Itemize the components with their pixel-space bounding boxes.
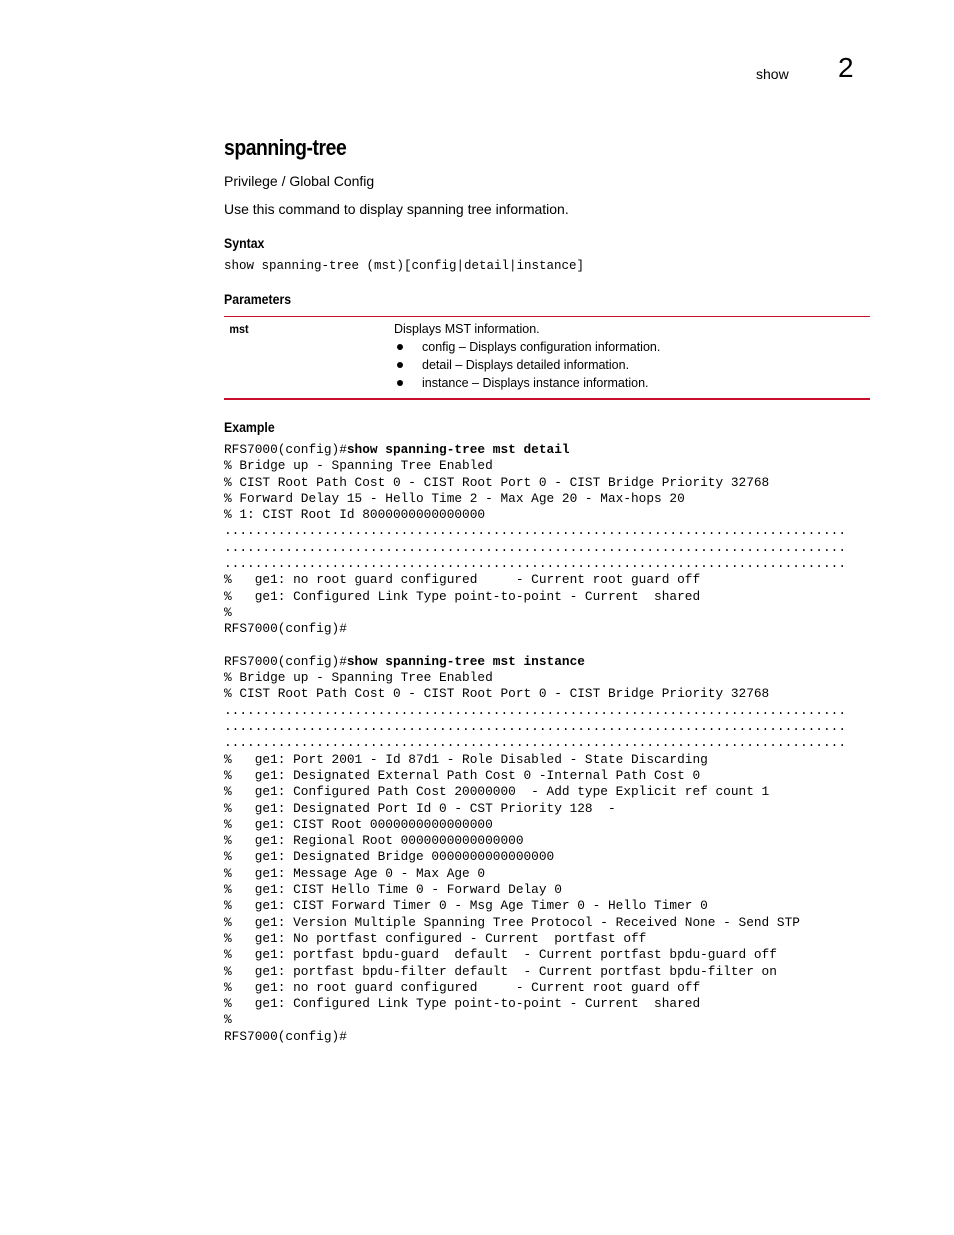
- code-output-line: % ge1: Version Multiple Spanning Tree Protocol - Received None - Send STP: [224, 914, 800, 930]
- code-output-line: RFS7000(config)#: [224, 621, 347, 637]
- parameter-description-text: Displays MST information.: [394, 322, 540, 336]
- code-gap: [224, 638, 870, 654]
- code-command-line: [224, 442, 870, 458]
- code-output-line: .................................................................................: [224, 735, 847, 751]
- code-output-line: %: [224, 1012, 232, 1028]
- parameter-option: detail – Displays detailed information.: [394, 356, 660, 374]
- code-output-line: .................................................................................: [224, 556, 847, 572]
- syntax-heading: Syntax: [224, 235, 265, 251]
- code-prompt: RFS7000(config)#: [224, 653, 347, 669]
- code-prompt: RFS7000(config)#: [224, 442, 347, 457]
- code-output-line: % ge1: CIST Forward Timer 0 - Msg Age Timer 0 - Hello Timer 0: [224, 898, 708, 914]
- code-output-line: % ge1: CIST Root 0000000000000000: [224, 816, 493, 832]
- example-code-block: [224, 442, 870, 1045]
- code-output-line: % 1: CIST Root Id 8000000000000000: [224, 507, 486, 523]
- code-output-line: RFS7000(config)#: [224, 1028, 347, 1044]
- code-output-line: % Forward Delay 15 - Hello Time 2 - Max Age 20 - Max-hops 20: [224, 490, 685, 506]
- parameter-description: [394, 320, 660, 392]
- code-output-line: % ge1: Configured Path Cost 20000000 - Add type Explicit ref count 1: [224, 784, 770, 800]
- code-output-line: % ge1: Designated Port Id 0 - CST Priority 128 -: [224, 800, 616, 816]
- code-output-line: % ge1: Configured Link Type point-to-point - Current shared: [224, 996, 701, 1012]
- code-command-line: [224, 654, 870, 670]
- code-output-line: % ge1: no root guard configured - Current root guard off: [224, 572, 701, 588]
- code-command: show spanning-tree mst detail: [346, 442, 570, 457]
- parameter-name: mst: [229, 322, 249, 336]
- code-output-line: % Bridge up - Spanning Tree Enabled: [224, 670, 493, 686]
- code-output-line: .................................................................................: [224, 719, 847, 735]
- code-output-line: % ge1: portfast bpdu-filter default - Current portfast bpdu-filter on: [224, 963, 777, 979]
- code-output-line: % ge1: Regional Root 0000000000000000: [224, 833, 524, 849]
- code-output-line: % ge1: Designated External Path Cost 0 -Internal Path Cost 0: [224, 767, 701, 783]
- code-output-line: .................................................................................: [224, 702, 847, 718]
- bullet-icon: [397, 362, 403, 368]
- page-title: spanning-tree: [224, 135, 347, 160]
- parameters-table: [224, 316, 870, 400]
- parameter-option-list: [394, 338, 660, 392]
- code-output-line: % ge1: portfast bpdu-guard default - Current portfast bpdu-guard off: [224, 947, 777, 963]
- code-output-line: .................................................................................: [224, 523, 847, 539]
- code-output-line: % Bridge up - Spanning Tree Enabled: [224, 458, 493, 474]
- syntax-command: show spanning-tree (mst)[config|detail|instance]: [224, 259, 585, 273]
- code-output-line: .................................................................................: [224, 539, 847, 555]
- code-output-line: % ge1: CIST Hello Time 0 - Forward Delay 0: [224, 882, 562, 898]
- code-output-line: % ge1: Port 2001 - Id 87d1 - Role Disabled - State Discarding: [224, 751, 708, 767]
- example-heading: Example: [224, 419, 275, 435]
- code-output-line: % ge1: Designated Bridge 0000000000000000: [224, 849, 555, 865]
- parameter-option: config – Displays configuration information.: [394, 338, 660, 356]
- bullet-icon: [397, 344, 403, 350]
- parameter-option: instance – Displays instance information.: [394, 374, 660, 392]
- bullet-icon: [397, 380, 403, 386]
- running-header-section: show: [756, 66, 789, 82]
- page-content: [224, 132, 870, 1045]
- code-command: show spanning-tree mst instance: [346, 653, 585, 669]
- code-output-line: % CIST Root Path Cost 0 - CIST Root Port 0 - CIST Bridge Priority 32768: [224, 686, 770, 702]
- code-output-line: % ge1: no root guard configured - Current root guard off: [224, 979, 701, 995]
- chapter-number: 2: [838, 52, 854, 83]
- parameters-heading: Parameters: [224, 291, 292, 307]
- code-output-line: % CIST Root Path Cost 0 - CIST Root Port 0 - CIST Bridge Priority 32768: [224, 474, 770, 490]
- privilege-level: Privilege / Global Config: [224, 173, 375, 189]
- code-output-line: % ge1: Message Age 0 - Max Age 0: [224, 865, 486, 881]
- code-output-line: % ge1: No portfast configured - Current portfast off: [224, 930, 647, 946]
- code-output-line: %: [224, 604, 232, 620]
- code-output-line: % ge1: Configured Link Type point-to-point - Current shared: [224, 588, 701, 604]
- command-description: Use this command to display spanning tree information.: [224, 201, 569, 217]
